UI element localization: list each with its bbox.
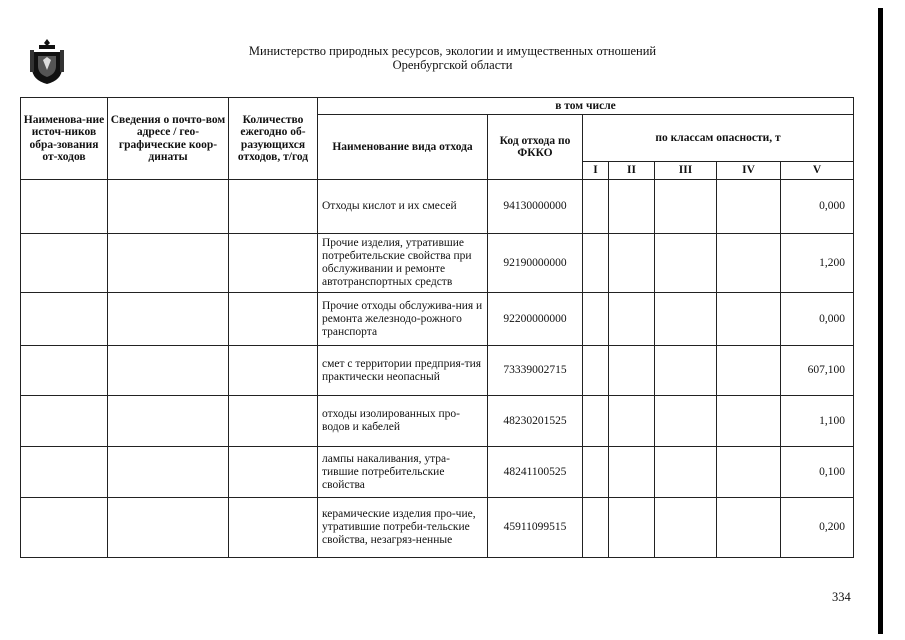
table-row <box>21 447 854 498</box>
class-v-value: 0,000 <box>781 180 854 234</box>
class-iii: III <box>655 162 717 180</box>
table-row <box>21 293 854 346</box>
header-hazard-classes: по классам опасности, т <box>583 115 854 162</box>
page-number: 334 <box>832 590 851 604</box>
class-v: V <box>781 162 854 180</box>
waste-name: смет с территории предприя-тия практически неопасный <box>318 346 488 396</box>
header-quantity: Количество ежегодно об-разующихся отходов, т/год <box>229 98 318 180</box>
class-v-value: 0,000 <box>781 293 854 346</box>
waste-code: 92190000000 <box>488 234 583 293</box>
region-name: Оренбургской области <box>392 58 513 72</box>
waste-name: Отходы кислот и их смесей <box>318 180 488 234</box>
waste-code: 45911099515 <box>488 498 583 558</box>
class-v-value: 1,100 <box>781 396 854 447</box>
coat-of-arms-icon <box>30 38 64 86</box>
header-waste-type: Наименование вида отхода <box>318 115 488 180</box>
waste-name: лампы накаливания, утра-тившие потребительские свойства <box>318 447 488 498</box>
ministry-name: Министерство природных ресурсов, экологии и имущественных отношений <box>248 44 657 58</box>
class-ii: II <box>609 162 655 180</box>
class-v-value: 1,200 <box>781 234 854 293</box>
class-i: I <box>583 162 609 180</box>
waste-name: Прочие изделия, утратившие потребительские свойства при обслуживании и ремонте автотранспортных средств <box>318 234 488 293</box>
header-source: Наименова-ние источ-ников обра-зования от-ходов <box>21 98 108 180</box>
waste-name: керамические изделия про-чие, утратившие потреби-тельские свойства, незагряз-ненные <box>318 498 488 558</box>
waste-code: 48230201525 <box>488 396 583 447</box>
class-v-value: 0,200 <box>781 498 854 558</box>
waste-code: 94130000000 <box>488 180 583 234</box>
header-including: в том числе <box>318 98 854 115</box>
waste-code: 92200000000 <box>488 293 583 346</box>
table-row <box>21 498 854 558</box>
table-row <box>21 396 854 447</box>
waste-code: 48241100525 <box>488 447 583 498</box>
class-iv: IV <box>717 162 781 180</box>
waste-name: отходы изолированных про-водов и кабелей <box>318 396 488 447</box>
header-address: Сведения о почто-вом адресе / гео-графические коор-динаты <box>108 98 229 180</box>
class-v-value: 0,100 <box>781 447 854 498</box>
header-fkko-code: Код отхода по ФККО <box>488 115 583 180</box>
table-row <box>21 346 854 396</box>
waste-name: Прочие отходы обслужива-ния и ремонта железнодо-рожного транспорта <box>318 293 488 346</box>
waste-code: 73339002715 <box>488 346 583 396</box>
waste-table <box>20 97 854 558</box>
scan-edge-bar <box>878 8 883 634</box>
table-row <box>21 180 854 234</box>
class-v-value: 607,100 <box>781 346 854 396</box>
document-header <box>200 44 705 72</box>
table-row <box>21 234 854 293</box>
